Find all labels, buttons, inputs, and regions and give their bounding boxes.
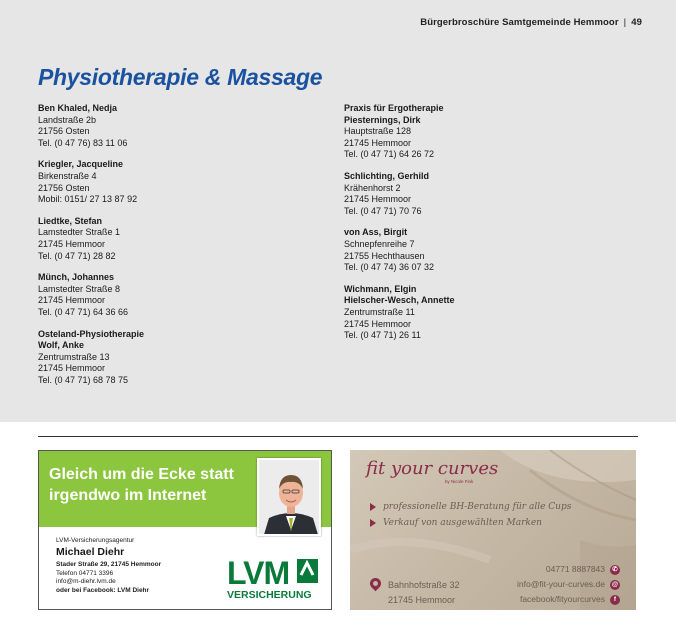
entry-detail: Tel. (0 47 71) 64 36 66	[38, 306, 129, 317]
fit-service-label: Verkauf von ausgewählten Marken	[383, 518, 542, 528]
fit-street: Bahnhofstraße 32	[388, 580, 460, 590]
facebook-icon: f	[610, 595, 620, 605]
entry-detail: Landstraße 2b	[38, 114, 97, 125]
entry-detail: 21756 Osten	[38, 126, 90, 137]
page-number: 49	[631, 17, 642, 28]
directory-entry	[344, 284, 624, 342]
fit-byline: by Nicole Fink	[445, 479, 474, 484]
agent-phone: Telefon 04771 3396	[56, 569, 114, 577]
left-column	[38, 103, 318, 396]
directory-entry	[344, 227, 624, 273]
entry-name: von Ass, Birgit	[344, 227, 408, 238]
fit-brand-logo: fit your curves	[366, 458, 499, 479]
entry-detail: Tel. (0 47 71) 26 11	[344, 330, 421, 341]
triangle-bullet-icon	[370, 519, 376, 527]
fit-facebook-row	[517, 592, 620, 607]
agent-contact-details	[56, 561, 161, 595]
email-icon: @	[611, 580, 619, 588]
entry-name: Kriegler, Jacqueline	[38, 159, 124, 170]
fit-city: 21745 Hemmoor	[388, 595, 456, 605]
fit-service-label: professionelle BH-Beratung für alle Cups	[383, 502, 572, 512]
entry-detail: 21745 Hemmoor	[38, 238, 106, 249]
entry-detail: Zentrumstraße 13	[38, 351, 110, 362]
entry-detail: Zentrumstraße 11	[344, 306, 415, 317]
entry-detail: 21745 Hemmoor	[38, 363, 106, 374]
agent-facebook: oder bei Facebook: LVM Diehr	[56, 586, 150, 594]
entry-detail: 21745 Hemmoor	[344, 318, 412, 329]
lvm-headline-line-1: Gleich um die Ecke statt	[49, 466, 234, 483]
agent-portrait-image	[259, 460, 321, 536]
fit-facebook: facebook/fityourcurves	[519, 594, 605, 604]
fit-phone-row	[517, 562, 620, 577]
lvm-logo	[227, 555, 321, 601]
entry-name: Hielscher-Wesch, Annette	[344, 295, 455, 306]
agency-label: LVM-Versicherungsagentur	[56, 537, 135, 544]
entry-detail: 21745 Hemmoor	[38, 295, 106, 306]
page-header	[420, 17, 642, 28]
entry-detail: Tel. (0 47 71) 68 78 75	[38, 374, 129, 385]
entry-detail: Lamstedter Straße 8	[38, 283, 121, 294]
entry-name: Liedtke, Stefan	[38, 215, 103, 226]
fit-service-item	[370, 518, 571, 528]
directory-entry	[344, 103, 624, 161]
lvm-logo-subtext: VERSICHERUNG	[227, 589, 312, 601]
fit-phone: 04771 8887843	[545, 564, 605, 574]
entry-detail: Hauptstraße 128	[344, 126, 412, 137]
entry-detail: 21745 Hemmoor	[344, 194, 412, 205]
agent-photo	[257, 458, 321, 536]
entry-detail: 21756 Osten	[38, 182, 90, 193]
phone-icon: ✆	[610, 565, 620, 575]
directory-entry	[38, 329, 318, 387]
entry-detail: Schnepfenreihe 7	[344, 238, 415, 249]
section-title: Physiotherapie & Massage	[38, 64, 323, 90]
right-column	[344, 103, 624, 352]
entry-name: Wichmann, Elgin	[344, 283, 417, 294]
entry-detail: Mobil: 0151/ 27 13 87 92	[38, 194, 138, 205]
agent-email: info@m-diehr.lvm.de	[56, 578, 116, 586]
directory-entry	[38, 103, 318, 149]
entry-detail: Tel. (0 47 71) 70 76	[344, 205, 422, 216]
entry-name: Piesternings, Dirk	[344, 114, 421, 125]
entry-detail: Tel. (0 47 76) 83 11 06	[38, 137, 128, 148]
entry-detail: 21755 Hechthausen	[344, 250, 425, 261]
entry-name: Osteland-Physiotherapie	[38, 328, 145, 339]
agent-address: Stader Straße 29, 21745 Hemmoor	[56, 561, 162, 568]
triangle-bullet-icon	[370, 503, 376, 511]
brochure-title: Bürgerbroschüre Samtgemeinde Hemmoor	[420, 17, 619, 28]
directory-entry	[344, 171, 624, 217]
fit-email-row	[517, 577, 620, 592]
directory-entry	[38, 272, 318, 318]
fit-service-item	[370, 502, 571, 512]
lvm-headline-line-2: irgendwo im Internet	[49, 487, 207, 504]
header-separator: |	[623, 17, 627, 28]
entry-name: Schlichting, Gerhild	[344, 170, 430, 181]
divider	[38, 436, 638, 437]
entry-name: Praxis für Ergotherapie	[344, 103, 444, 113]
entry-detail: Lamstedter Straße 1	[38, 227, 121, 238]
entry-detail: Tel. (0 47 74) 36 07 32	[344, 262, 435, 273]
fit-your-curves-advertisement	[350, 450, 636, 610]
directory-entry	[38, 216, 318, 262]
entry-detail: Birkenstraße 4	[38, 170, 97, 181]
entry-name: Münch, Johannes	[38, 272, 115, 283]
fit-contacts	[517, 562, 620, 607]
fit-address	[388, 578, 460, 608]
entry-detail: Krähenhorst 2	[344, 182, 401, 193]
directory-entry	[38, 159, 318, 205]
fit-email: info@fit-your-curves.de	[517, 579, 605, 589]
entry-detail: Tel. (0 47 71) 28 82	[38, 250, 116, 261]
entry-detail: Tel. (0 47 71) 64 26 72	[344, 149, 435, 160]
lvm-logo-wordmark: LVM	[227, 555, 290, 591]
agent-name: Michael Diehr	[56, 546, 125, 558]
fit-services-list	[370, 502, 571, 534]
entry-detail: 21745 Hemmoor	[344, 137, 412, 148]
entry-name: Wolf, Anke	[38, 340, 85, 351]
lvm-headline	[49, 464, 234, 506]
lvm-advertisement	[38, 450, 332, 610]
entry-name: Ben Khaled, Nedja	[38, 103, 118, 113]
